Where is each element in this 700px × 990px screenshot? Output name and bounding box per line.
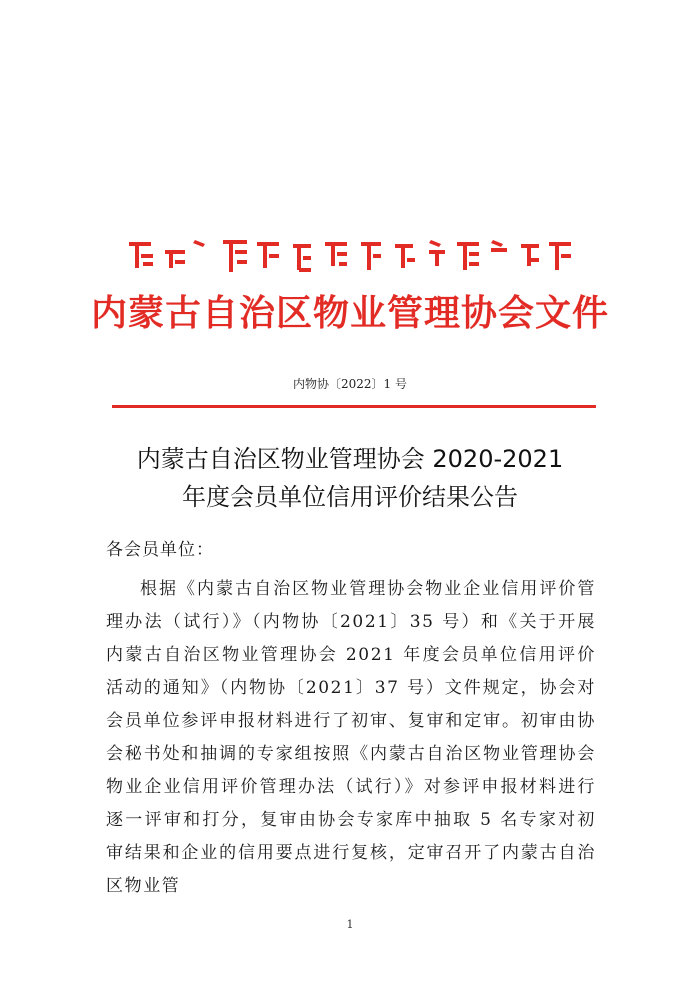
body-paragraph: 根据《内蒙古自治区物业管理协会物业企业信用评价管理办法（试行）》（内物协〔2021〕35 号）和《关于开展内蒙古自治区物业管理协会 2021 年度会员单位信用评价活动的通知》（内物协〔2021〕37 号）文件规定，协会对会员单位参评申报材料进行了初审、复审和定审。初审由协会秘书处和抽调的专家组按照《内蒙古自治区物业管理协会物业企业信用评价管理办法（试行）》对参评申报材料进行逐一评审和打分，复审由协会专家库中抽取 5 名专家对初审结果和企业的信用要点进行复核，定审召开了内蒙古自治区物业管: [106, 579, 596, 896]
salutation: 各会员单位：: [106, 540, 214, 560]
issuer-header-title: 内蒙古自治区物业管理协会文件: [90, 293, 609, 334]
document-title: [0, 440, 700, 516]
document-title-line-2: 年度会员单位信用评价结果公告: [182, 483, 518, 511]
page-number: 1: [346, 918, 354, 931]
document-title-line-1: 内蒙古自治区物业管理协会 2020-2021: [136, 445, 564, 473]
document-number: 内物协〔2022〕1 号: [293, 377, 407, 391]
red-divider-line: [112, 405, 596, 408]
mongolian-script-logo: [125, 236, 575, 276]
